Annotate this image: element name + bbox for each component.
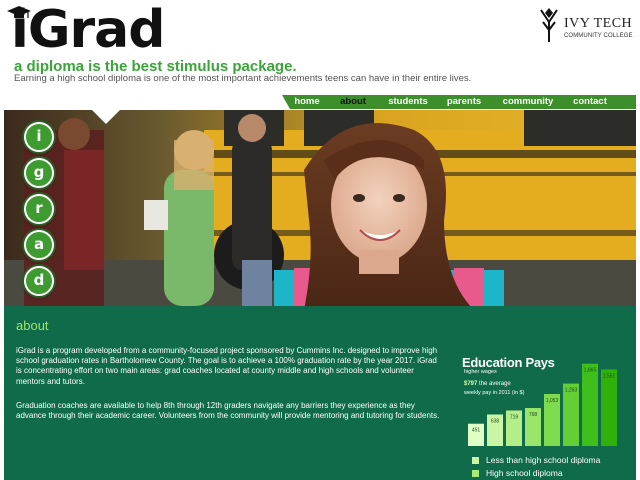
chart-bar-label: 1,053 [545, 397, 559, 404]
subline: Earning a high school diploma is one of the most important achievements teens can have in their entire lives. [14, 73, 472, 84]
chart-bar-label: 719 [509, 414, 519, 421]
ivy-leaf-icon [540, 8, 558, 42]
chart-bar-label: 1,263 [564, 387, 578, 394]
hero-photo [4, 110, 636, 306]
ivy-tech-logo[interactable] [540, 8, 632, 48]
nav-students[interactable]: students [388, 96, 428, 107]
nav-community[interactable]: community [502, 96, 554, 107]
about-paragraph-1: iGrad is a program developed from a community-focused project sponsored by Cummins Inc. designed to improve high school graduation rates in Bartholomew County. The goal is to achieve a 100% graduation rate by the year 2017. iGrad is concentrating effort on two main areas: grad coaches located at county middle and high schools and volunteer mentors and tutors. [16, 346, 438, 386]
chart-bar-label: 451 [471, 427, 481, 434]
amount-value: $797 [464, 381, 478, 387]
igrad-letter-r[interactable]: r [24, 194, 54, 224]
nav-home[interactable]: home [294, 96, 320, 107]
legend-label: High school diploma [486, 468, 563, 478]
igrad-letter-a[interactable]: a [24, 230, 54, 260]
hero-pointer [92, 110, 120, 124]
igrad-letter-g[interactable]: g [24, 158, 54, 188]
about-section [4, 306, 636, 480]
igrad-letter-d[interactable]: d [24, 266, 54, 296]
nav-notch [282, 95, 290, 109]
about-paragraph-2: Graduation coaches are available to help 8th through 12th graders navigate any barriers they experience as they advance through their academic career. Volunteers from the community will provide mentoring and tutoring for students. [16, 401, 440, 421]
chart-bar-label: 1,551 [602, 373, 616, 380]
education-pays-desc: weekly pay in 2011 (in $) [464, 390, 525, 396]
logo-wordmark: iGrad [11, 0, 165, 60]
legend-swatch [472, 470, 479, 477]
hero-banner [4, 110, 636, 306]
nav-contact[interactable]: contact [573, 96, 607, 107]
nav-about[interactable]: about [340, 96, 366, 107]
amount-desc: the average [479, 381, 511, 387]
chart-bar-label: 1,665 [583, 367, 597, 374]
legend-item [472, 454, 600, 467]
tagline: a diploma is the best stimulus package. [14, 58, 297, 75]
chart-bar-label: 638 [490, 418, 500, 425]
legend-item [472, 467, 600, 480]
igrad-letter-i[interactable]: i [24, 122, 54, 152]
chart-bar [582, 364, 598, 446]
nav-parents[interactable]: parents [446, 96, 482, 107]
chart-bar [601, 369, 617, 446]
education-pays-title: Education Pays [462, 355, 555, 370]
education-pays-subtitle: higher wages [464, 369, 497, 375]
partner-name: IVY TECH [564, 16, 633, 31]
legend-label: Less than high school diploma [486, 455, 601, 465]
main-nav [290, 95, 636, 109]
about-heading: about [16, 318, 49, 333]
chart-bar-label: 768 [528, 412, 538, 419]
igrad-logo[interactable] [4, 0, 165, 60]
partner-subtitle: COMMUNITY COLLEGE [564, 33, 633, 39]
education-pays-amount [464, 381, 511, 387]
chart-legend [472, 454, 600, 480]
legend-swatch [472, 457, 479, 464]
